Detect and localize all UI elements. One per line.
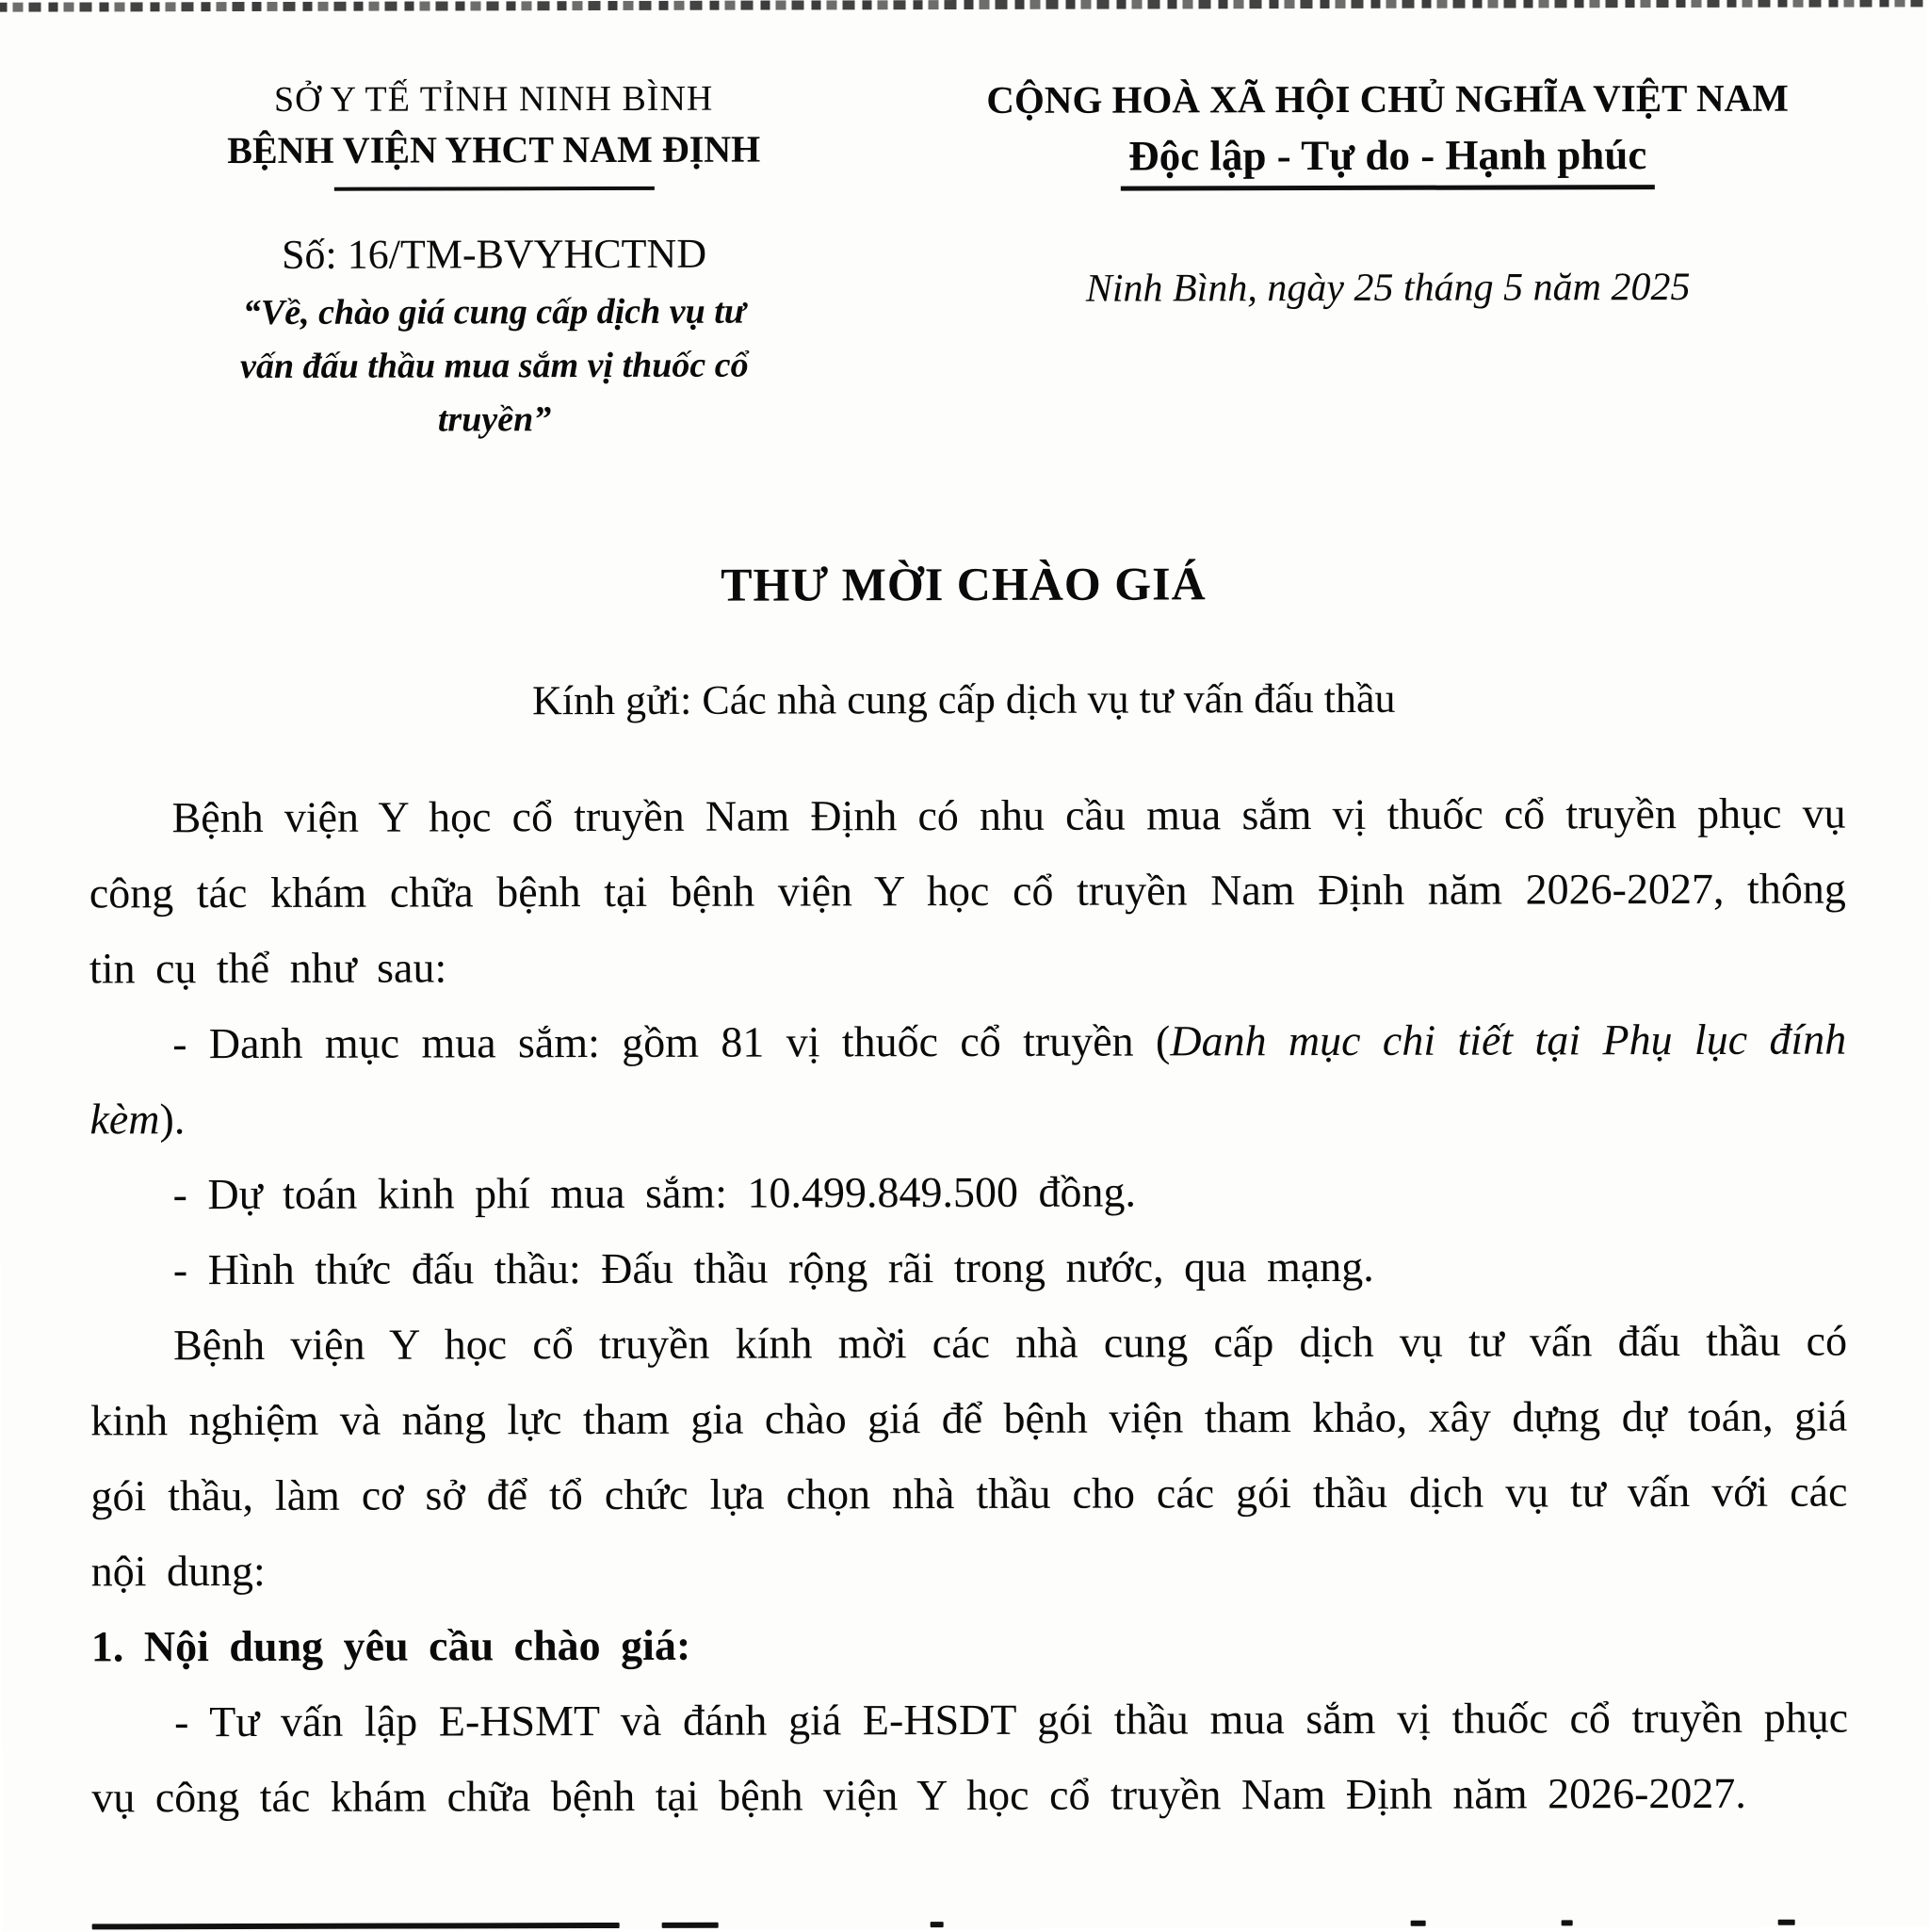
bullet-procurement-list-close: ). [159, 1095, 186, 1144]
document-title: THƯ MỜI CHÀO GIÁ [721, 557, 1207, 611]
national-header-block [905, 74, 1872, 446]
section-1-heading: 1. Nội dung yêu cầu chào giá: [90, 1620, 691, 1671]
scan-speck [1411, 1921, 1426, 1926]
hospital-name: BỆNH VIỆN YHCT NAM ĐỊNH [227, 127, 761, 172]
scan-artifact-bottom-edge [3, 1917, 1929, 1929]
bullet-procurement-list-appendix-note: Danh mục chi tiết tại Phụ lục đính kèm [89, 1015, 1847, 1144]
scan-speck [931, 1922, 944, 1927]
intro-paragraph: Bệnh viện Y học cổ truyền Nam Định có nhu cầu mua sắm vị thuốc cổ truyền phục vụ công tác khám chữa bệnh tại bệnh viện Y học cổ truyền Nam Định năm 2026-2027, thông tin cụ thể như sau: [89, 788, 1846, 993]
scan-speck [92, 1923, 620, 1929]
place-and-date: Ninh Bình, ngày 25 tháng 5 năm 2025 [1085, 265, 1691, 311]
invitation-paragraph: Bệnh viện Y học cổ truyền kính mời các nhà cung cấp dịch vụ tư vấn đấu thầu có kinh nghiệm và năng lực tham gia chào giá để bệnh viện tham khảo, xây dựng dự toán, giá gói thầu, làm cơ sở để tổ chức lựa chọn nhà thầu cho các gói thầu dịch vụ tư vấn với các nội dung: [90, 1316, 1848, 1596]
bullet-bidding-form: - Hình thức đấu thầu: Đấu thầu rộng rãi trong nước, qua mạng. [172, 1242, 1374, 1294]
document-header [0, 0, 1928, 448]
bullet-procurement-list-text: - Danh mục mua sắm: gồm 81 vị thuốc cổ truyền ( [172, 1016, 1171, 1068]
section-1-bullet-consulting: - Tư vấn lập E-HSMT và đánh giá E-HSDT gói thầu mua sắm vị thuốc cổ truyền phục vụ công tác khám chữa bệnh tại bệnh viện Y học cổ truyền Nam Định năm 2026-2027. [91, 1693, 1849, 1822]
document-number: Số: 16/TM-BVYHCTND [281, 230, 707, 278]
bullet-procurement-list [89, 1002, 1846, 1158]
document-body [0, 775, 1929, 1835]
scan-speck [1778, 1920, 1795, 1925]
document-subject-quote: “Về, chào giá cung cấp dịch vụ tư vấn đấu thầu mua sắm vị thuốc cổ truyền” [240, 291, 749, 440]
issuing-org-block [83, 77, 906, 447]
scan-speck [1562, 1920, 1573, 1925]
bullet-budget-estimate: - Dự toán kinh phí mua sắm: 10.499.849.500 đồng. [172, 1167, 1137, 1219]
national-motto: Độc lập - Tự do - Hạnh phúc [1121, 130, 1654, 190]
national-title: CỘNG HOÀ XÃ HỘI CHỦ NGHĨA VIỆT NAM [986, 75, 1789, 122]
org-underline-rule [333, 187, 654, 191]
scan-speck [662, 1923, 719, 1928]
parent-agency-name: SỞ Y TẾ TỈNH NINH BÌNH [273, 78, 714, 120]
salutation-line: Kính gửi: Các nhà cung cấp dịch vụ tư vấn đấu thầu [531, 674, 1396, 724]
